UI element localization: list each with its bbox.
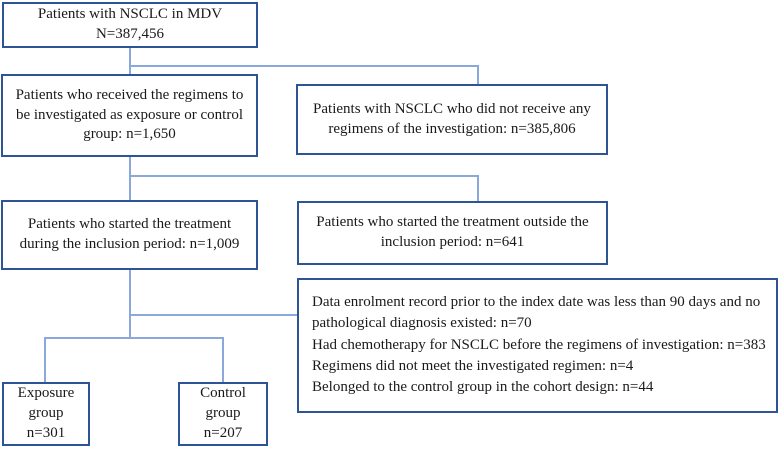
connector-drop-outside: [477, 175, 479, 201]
box-exposure-group-line3: n=301: [26, 424, 66, 441]
connector-drop-control: [222, 337, 224, 382]
connector-received-to-started: [129, 157, 131, 200]
box-nsclc-in-mdv-line1: Patients with NSCLC in MDV: [37, 6, 223, 23]
connector-drop-notreceived: [477, 65, 479, 84]
box-exposure-group-line2: group: [28, 405, 64, 422]
box-not-received-regimens: [296, 84, 608, 155]
connector-top-to-received: [129, 47, 131, 74]
box-exposure-group-line1: Exposure: [17, 385, 75, 402]
box-exposure-group: [2, 382, 90, 446]
connector-split-bar: [44, 337, 224, 339]
box-nsclc-in-mdv-line2: N=387,456: [95, 26, 165, 42]
box-started-treatment: [1, 200, 258, 270]
box-started-outside-period-text: Patients who started the treatment outside the inclusion period: n=641: [316, 214, 589, 250]
exclusion-item: Had chemotherapy for NSCLC before the regimens of investigation: n=383: [312, 336, 766, 353]
connector-branch-row3: [130, 175, 478, 177]
connector-branch-row2: [130, 65, 478, 67]
box-control-group-line2: group: [205, 405, 241, 422]
connector-started-to-split: [129, 270, 131, 338]
box-control-group-line1: Control: [200, 385, 246, 402]
exclusion-item: Regimens did not meet the investigated regimen: n=4: [312, 357, 634, 374]
box-exclusion-reasons: [297, 278, 778, 413]
box-control-group: [178, 382, 268, 446]
connector-drop-exposure: [44, 337, 46, 382]
box-nsclc-in-mdv: [2, 2, 258, 48]
box-received-regimens-text: Patients who received the regimens to be investigated as exposure or control group: n=1,650: [15, 86, 244, 143]
connector-branch-exclusions: [130, 314, 297, 316]
exclusion-item: Data enrolment record prior to the index date was less than 90 days and no pathological diagnosis existed: n=70: [312, 294, 761, 332]
box-received-regimens: [1, 74, 258, 157]
box-started-treatment-text: Patients who started the treatment during the inclusion period: n=1,009: [19, 216, 240, 252]
exclusion-item: Belonged to the control group in the cohort design: n=44: [312, 379, 654, 396]
box-started-outside-period: [297, 201, 608, 265]
box-not-received-regimens-text: Patients with NSCLC who did not receive any regimens of the investigation: n=385,806: [313, 100, 591, 137]
box-control-group-line3: n=207: [203, 424, 243, 441]
